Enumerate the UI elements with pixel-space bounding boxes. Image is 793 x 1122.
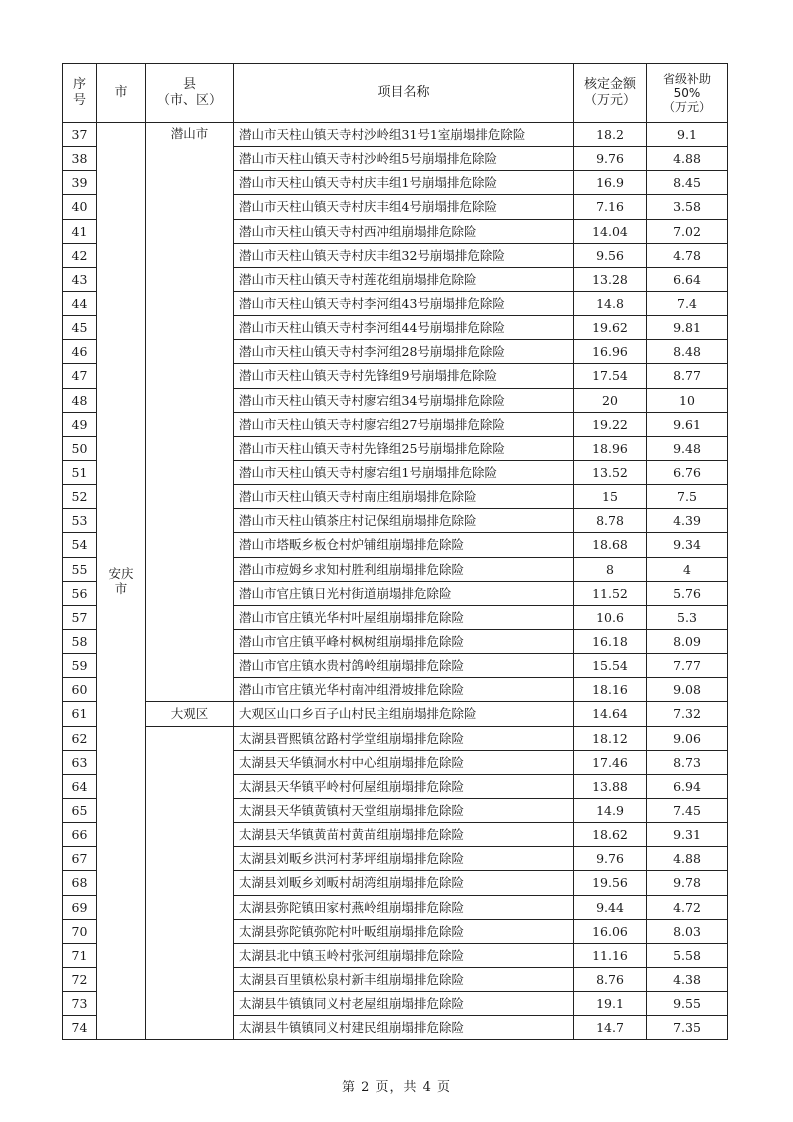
header-row bbox=[63, 64, 728, 123]
row-amount: 14.64 bbox=[574, 702, 647, 726]
row-amount: 18.62 bbox=[574, 823, 647, 847]
row-subsidy: 7.77 bbox=[647, 654, 728, 678]
row-project-name: 大观区山口乡百子山村民主组崩塌排危除险 bbox=[234, 702, 574, 726]
row-amount: 19.22 bbox=[574, 412, 647, 436]
row-subsidy: 9.08 bbox=[647, 678, 728, 702]
row-project-name: 潜山市天柱山镇天寺村先锋组25号崩塌排危除险 bbox=[234, 436, 574, 460]
page-footer: 第 2 页，共 4 页 bbox=[341, 1080, 452, 1095]
row-subsidy: 9.31 bbox=[647, 823, 728, 847]
city-name-line2: 市 bbox=[114, 581, 128, 597]
row-project-name: 太湖县北中镇玉岭村张河组崩塌排危除险 bbox=[234, 943, 574, 967]
row-seq: 65 bbox=[63, 798, 97, 822]
row-seq: 54 bbox=[63, 533, 97, 557]
row-amount: 9.76 bbox=[574, 147, 647, 171]
row-amount: 10.6 bbox=[574, 605, 647, 629]
row-project-name: 太湖县天华镇洞水村中心组崩塌排危除险 bbox=[234, 750, 574, 774]
row-amount: 8.78 bbox=[574, 509, 647, 533]
row-seq: 74 bbox=[63, 1016, 97, 1040]
row-project-name: 潜山市天柱山镇天寺村先锋组9号崩塌排危除险 bbox=[234, 364, 574, 388]
row-subsidy: 4.38 bbox=[647, 967, 728, 991]
row-amount: 9.44 bbox=[574, 895, 647, 919]
project-table bbox=[62, 63, 728, 1040]
row-project-name: 潜山市天柱山镇天寺村沙岭组5号崩塌排危除险 bbox=[234, 147, 574, 171]
row-project-name: 太湖县天华镇黄镇村天堂组崩塌排危除险 bbox=[234, 798, 574, 822]
row-amount: 16.96 bbox=[574, 340, 647, 364]
row-subsidy: 9.81 bbox=[647, 316, 728, 340]
county-cell-daguan: 大观区 bbox=[146, 702, 234, 726]
row-project-name: 潜山市天柱山镇天寺村李河组28号崩塌排危除险 bbox=[234, 340, 574, 364]
row-project-name: 潜山市天柱山镇天寺村南庄组崩塌排危除险 bbox=[234, 485, 574, 509]
row-amount: 18.12 bbox=[574, 726, 647, 750]
row-subsidy: 7.32 bbox=[647, 702, 728, 726]
row-subsidy: 8.03 bbox=[647, 919, 728, 943]
row-amount: 13.88 bbox=[574, 774, 647, 798]
header-amount-line1: 核定金额 bbox=[583, 77, 636, 92]
row-amount: 13.28 bbox=[574, 267, 647, 291]
row-project-name: 太湖县刘畈乡刘畈村胡湾组崩塌排危除险 bbox=[234, 871, 574, 895]
header-subsidy-line3: （万元） bbox=[662, 100, 711, 114]
row-seq: 50 bbox=[63, 436, 97, 460]
row-amount: 20 bbox=[574, 388, 647, 412]
row-subsidy: 6.76 bbox=[647, 460, 728, 484]
row-project-name: 潜山市官庄镇平峰村枫树组崩塌排危除险 bbox=[234, 629, 574, 653]
row-amount: 17.46 bbox=[574, 750, 647, 774]
row-seq: 69 bbox=[63, 895, 97, 919]
row-subsidy: 4.72 bbox=[647, 895, 728, 919]
row-project-name: 潜山市天柱山镇天寺村廖宕组27号崩塌排危除险 bbox=[234, 412, 574, 436]
row-amount: 19.1 bbox=[574, 992, 647, 1016]
row-seq: 73 bbox=[63, 992, 97, 1016]
row-seq: 56 bbox=[63, 581, 97, 605]
row-amount: 9.56 bbox=[574, 243, 647, 267]
row-subsidy: 4.39 bbox=[647, 509, 728, 533]
row-amount: 16.18 bbox=[574, 629, 647, 653]
row-project-name: 潜山市官庄镇水贵村鸽岭组崩塌排危除险 bbox=[234, 654, 574, 678]
row-project-name: 太湖县百里镇松泉村新丰组崩塌排危除险 bbox=[234, 967, 574, 991]
row-project-name: 潜山市天柱山镇天寺村西冲组崩塌排危除险 bbox=[234, 219, 574, 243]
row-seq: 52 bbox=[63, 485, 97, 509]
row-amount: 19.62 bbox=[574, 316, 647, 340]
row-seq: 71 bbox=[63, 943, 97, 967]
row-project-name: 太湖县牛镇镇同义村建民组崩塌排危除险 bbox=[234, 1016, 574, 1040]
row-seq: 67 bbox=[63, 847, 97, 871]
row-subsidy: 4.88 bbox=[647, 847, 728, 871]
row-seq: 46 bbox=[63, 340, 97, 364]
row-project-name: 太湖县天华镇平岭村何屋组崩塌排危除险 bbox=[234, 774, 574, 798]
header-county bbox=[146, 64, 234, 123]
county-cell-qianshan: 潜山市 bbox=[146, 123, 234, 702]
row-subsidy: 9.1 bbox=[647, 123, 728, 147]
row-amount: 14.8 bbox=[574, 291, 647, 315]
row-project-name: 潜山市官庄镇光华村南冲组滑坡排危除险 bbox=[234, 678, 574, 702]
row-seq: 41 bbox=[63, 219, 97, 243]
row-seq: 57 bbox=[63, 605, 97, 629]
row-project-name: 潜山市天柱山镇天寺村沙岭组31号1室崩塌排危除险 bbox=[234, 123, 574, 147]
row-project-name: 潜山市天柱山镇天寺村李河组43号崩塌排危除险 bbox=[234, 291, 574, 315]
row-amount: 16.9 bbox=[574, 171, 647, 195]
row-seq: 39 bbox=[63, 171, 97, 195]
row-seq: 61 bbox=[63, 702, 97, 726]
row-amount: 18.2 bbox=[574, 123, 647, 147]
row-amount: 17.54 bbox=[574, 364, 647, 388]
row-subsidy: 10 bbox=[647, 388, 728, 412]
row-subsidy: 5.3 bbox=[647, 605, 728, 629]
row-project-name: 潜山市天柱山镇天寺村廖宕组1号崩塌排危除险 bbox=[234, 460, 574, 484]
row-subsidy: 7.02 bbox=[647, 219, 728, 243]
header-subsidy-line1: 省级补助 bbox=[662, 72, 711, 86]
row-project-name: 潜山市痘姆乡求知村胜利组崩塌排危除险 bbox=[234, 557, 574, 581]
city-name-line1: 安庆 bbox=[108, 566, 134, 582]
row-seq: 43 bbox=[63, 267, 97, 291]
row-subsidy: 7.4 bbox=[647, 291, 728, 315]
row-subsidy: 9.34 bbox=[647, 533, 728, 557]
row-seq: 48 bbox=[63, 388, 97, 412]
row-project-name: 太湖县晋熙镇岔路村学堂组崩塌排危除险 bbox=[234, 726, 574, 750]
row-seq: 49 bbox=[63, 412, 97, 436]
header-county-line2: （市、区） bbox=[156, 93, 222, 108]
row-project-name: 太湖县牛镇镇同义村老屋组崩塌排危除险 bbox=[234, 992, 574, 1016]
row-subsidy: 7.35 bbox=[647, 1016, 728, 1040]
row-subsidy: 7.5 bbox=[647, 485, 728, 509]
row-subsidy: 9.61 bbox=[647, 412, 728, 436]
header-project-name: 项目名称 bbox=[234, 64, 574, 123]
header-amount-line2: （万元） bbox=[583, 93, 636, 108]
header-subsidy bbox=[647, 64, 728, 123]
row-amount: 13.52 bbox=[574, 460, 647, 484]
table-row bbox=[63, 123, 728, 147]
row-amount: 8.76 bbox=[574, 967, 647, 991]
row-seq: 37 bbox=[63, 123, 97, 147]
row-seq: 66 bbox=[63, 823, 97, 847]
row-amount: 16.06 bbox=[574, 919, 647, 943]
row-subsidy: 4.88 bbox=[647, 147, 728, 171]
row-amount: 18.68 bbox=[574, 533, 647, 557]
header-seq-line1: 序 bbox=[72, 77, 86, 92]
county-cell-blank bbox=[146, 726, 234, 1040]
row-project-name: 太湖县弥陀镇弥陀村叶畈组崩塌排危除险 bbox=[234, 919, 574, 943]
row-subsidy: 6.94 bbox=[647, 774, 728, 798]
row-amount: 11.52 bbox=[574, 581, 647, 605]
header-seq bbox=[63, 64, 97, 123]
row-seq: 59 bbox=[63, 654, 97, 678]
row-project-name: 潜山市天柱山镇天寺村庆丰组32号崩塌排危除险 bbox=[234, 243, 574, 267]
row-seq: 68 bbox=[63, 871, 97, 895]
row-subsidy: 3.58 bbox=[647, 195, 728, 219]
row-seq: 38 bbox=[63, 147, 97, 171]
row-amount: 9.76 bbox=[574, 847, 647, 871]
row-project-name: 潜山市天柱山镇天寺村廖宕组34号崩塌排危除险 bbox=[234, 388, 574, 412]
row-amount: 14.7 bbox=[574, 1016, 647, 1040]
row-subsidy: 9.78 bbox=[647, 871, 728, 895]
row-amount: 11.16 bbox=[574, 943, 647, 967]
row-subsidy: 6.64 bbox=[647, 267, 728, 291]
row-amount: 14.04 bbox=[574, 219, 647, 243]
header-subsidy-line2: 50% bbox=[673, 86, 701, 100]
row-subsidy: 8.09 bbox=[647, 629, 728, 653]
row-subsidy: 4.78 bbox=[647, 243, 728, 267]
row-project-name: 太湖县刘畈乡洪河村茅坪组崩塌排危除险 bbox=[234, 847, 574, 871]
row-amount: 14.9 bbox=[574, 798, 647, 822]
row-project-name: 潜山市官庄镇日光村街道崩塌排危除险 bbox=[234, 581, 574, 605]
row-subsidy: 8.73 bbox=[647, 750, 728, 774]
row-subsidy: 7.45 bbox=[647, 798, 728, 822]
row-seq: 62 bbox=[63, 726, 97, 750]
row-seq: 55 bbox=[63, 557, 97, 581]
row-seq: 70 bbox=[63, 919, 97, 943]
row-project-name: 潜山市天柱山镇天寺村李河组44号崩塌排危除险 bbox=[234, 316, 574, 340]
row-seq: 45 bbox=[63, 316, 97, 340]
header-county-line1: 县 bbox=[182, 77, 196, 92]
row-subsidy: 9.55 bbox=[647, 992, 728, 1016]
row-seq: 63 bbox=[63, 750, 97, 774]
row-seq: 53 bbox=[63, 509, 97, 533]
row-project-name: 太湖县弥陀镇田家村燕岭组崩塌排危除险 bbox=[234, 895, 574, 919]
row-project-name: 潜山市天柱山镇天寺村庆丰组4号崩塌排危除险 bbox=[234, 195, 574, 219]
row-project-name: 潜山市塔畈乡板仓村炉铺组崩塌排危除险 bbox=[234, 533, 574, 557]
row-project-name: 太湖县天华镇黄苗村黄苗组崩塌排危除险 bbox=[234, 823, 574, 847]
row-seq: 47 bbox=[63, 364, 97, 388]
row-subsidy: 9.48 bbox=[647, 436, 728, 460]
row-subsidy: 9.06 bbox=[647, 726, 728, 750]
header-city: 市 bbox=[97, 64, 146, 123]
row-project-name: 潜山市天柱山镇天寺村莲花组崩塌排危除险 bbox=[234, 267, 574, 291]
table-body bbox=[63, 123, 728, 1040]
row-amount: 18.16 bbox=[574, 678, 647, 702]
row-seq: 58 bbox=[63, 629, 97, 653]
row-amount: 8 bbox=[574, 557, 647, 581]
row-subsidy: 5.76 bbox=[647, 581, 728, 605]
row-seq: 64 bbox=[63, 774, 97, 798]
table-row bbox=[63, 726, 728, 750]
row-amount: 15 bbox=[574, 485, 647, 509]
row-amount: 19.56 bbox=[574, 871, 647, 895]
row-amount: 15.54 bbox=[574, 654, 647, 678]
row-project-name: 潜山市天柱山镇天寺村庆丰组1号崩塌排危除险 bbox=[234, 171, 574, 195]
row-seq: 51 bbox=[63, 460, 97, 484]
row-subsidy: 8.48 bbox=[647, 340, 728, 364]
row-amount: 18.96 bbox=[574, 436, 647, 460]
row-amount: 7.16 bbox=[574, 195, 647, 219]
row-subsidy: 8.45 bbox=[647, 171, 728, 195]
header-amount bbox=[574, 64, 647, 123]
city-cell bbox=[97, 123, 146, 1040]
row-project-name: 潜山市天柱山镇茶庄村记保组崩塌排危除险 bbox=[234, 509, 574, 533]
row-seq: 40 bbox=[63, 195, 97, 219]
header-seq-line2: 号 bbox=[72, 93, 86, 108]
row-seq: 44 bbox=[63, 291, 97, 315]
row-seq: 72 bbox=[63, 967, 97, 991]
table-row bbox=[63, 702, 728, 726]
row-seq: 42 bbox=[63, 243, 97, 267]
row-seq: 60 bbox=[63, 678, 97, 702]
row-subsidy: 5.58 bbox=[647, 943, 728, 967]
row-subsidy: 4 bbox=[647, 557, 728, 581]
row-subsidy: 8.77 bbox=[647, 364, 728, 388]
row-project-name: 潜山市官庄镇光华村叶屋组崩塌排危除险 bbox=[234, 605, 574, 629]
